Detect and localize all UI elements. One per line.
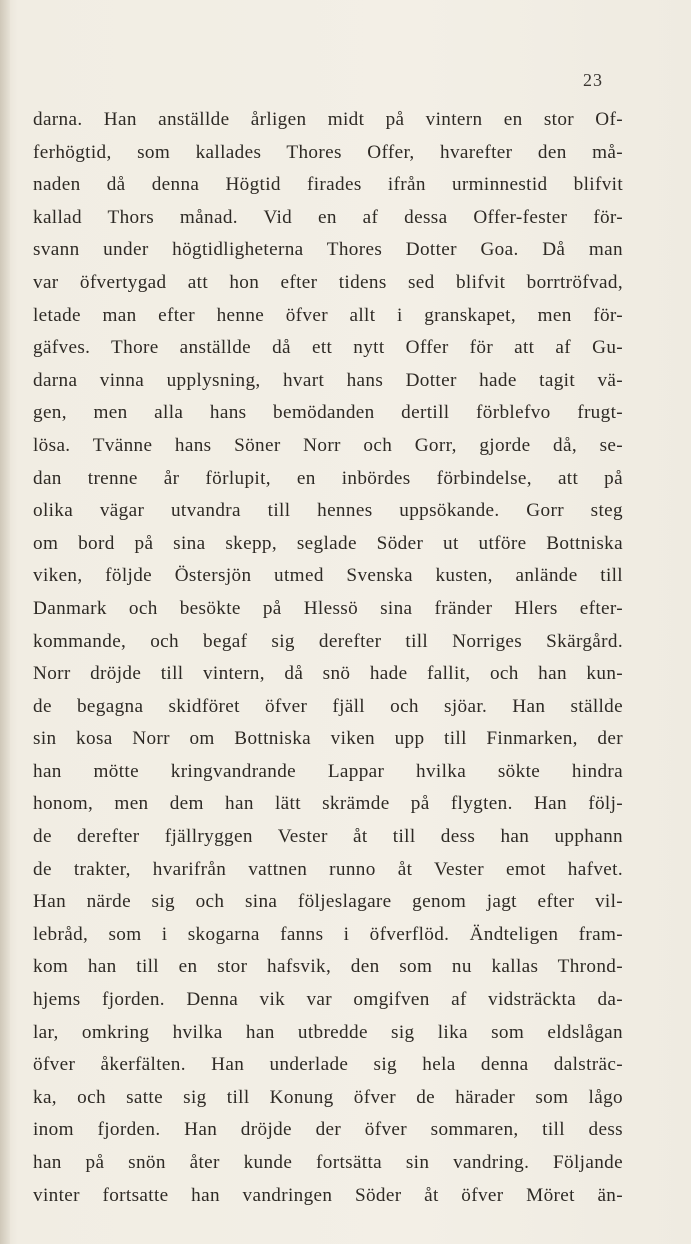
text-line: Han närde sig och sina följeslagare genom jagt efter vil- [33,891,623,913]
text-line: kom han till en stor hafsvik, den som nu kallas Thrond- [33,956,623,978]
page-number: 23 [583,70,603,90]
text-line: naden då denna Högtid firades ifrån urminnestid blifvit [33,174,623,196]
text-line: kallad Thors månad. Vid en af dessa Offer-fester för- [33,206,623,228]
body-text [33,104,623,1212]
text-line: hjems fjorden. Denna vik var omgifven af vidsträckta da- [33,989,623,1011]
text-line: om bord på sina skepp, seglade Söder ut utföre Bottniska [33,532,623,554]
text-line: inom fjorden. Han dröjde der öfver sommaren, till dess [33,1119,623,1141]
text-line: vinter fortsatte han vandringen Söder åt öfver Möret än- [33,1184,623,1206]
text-line: olika vägar utvandra till hennes uppsökande. Gorr steg [33,500,623,522]
text-line: dan trenne år förlupit, en inbördes förbindelse, att på [33,467,623,489]
text-line: gen, men alla hans bemödanden dertill förblefvo frugt- [33,402,623,424]
text-line: svann under högtidligheterna Thores Dotter Goa. Då man [33,239,623,261]
text-line: lar, omkring hvilka han utbredde sig lika som eldslågan [33,1021,623,1043]
text-line: han mötte kringvandrande Lappar hvilka sökte hindra [33,760,623,782]
text-line: de begagna skidföret öfver fjäll och sjöar. Han ställde [33,695,623,717]
text-line: letade man efter henne öfver allt i granskapet, men för- [33,304,623,326]
text-line: ferhögtid, som kallades Thores Offer, hvarefter den må- [33,141,623,163]
text-line: kommande, och begaf sig derefter till Norriges Skärgård. [33,630,623,652]
text-line: gäfves. Thore anställde då ett nytt Offer för att af Gu- [33,337,623,359]
text-line: darna. Han anställde årligen midt på vintern en stor Of- [33,109,623,130]
text-line: lösa. Tvänne hans Söner Norr och Gorr, gjorde då, se- [33,434,623,456]
text-line: de derefter fjällryggen Vester åt till dess han upphann [33,826,623,848]
text-line: ka, och satte sig till Konung öfver de härader som lågo [33,1086,623,1108]
text-line: honom, men dem han lätt skrämde på flygten. Han följ- [33,793,623,815]
text-line: Danmark och besökte på Hlessö sina fränder Hlers efter- [33,597,623,619]
page-spine-shadow [0,0,10,1244]
text-line: öfver åkerfälten. Han underlade sig hela denna dalsträc- [33,1054,623,1076]
text-line: de trakter, hvarifrån vattnen runno åt Vester emot hafvet. [33,858,623,880]
text-line: viken, följde Östersjön utmed Svenska kusten, anlände till [33,565,623,587]
text-line: var öfvertygad att hon efter tidens sed blifvit borrtröfvad, [33,271,623,293]
text-line: han på snön åter kunde fortsätta sin vandring. Följande [33,1152,623,1173]
text-line: darna vinna upplysning, hvart hans Dotter hade tagit vä- [33,369,623,391]
text-line: sin kosa Norr om Bottniska viken upp till Finmarken, der [33,728,623,750]
text-line: Norr dröjde till vintern, då snö hade fallit, och han kun- [33,663,623,685]
text-line: lebråd, som i skogarna fanns i öfverflöd. Ändteligen fram- [33,923,623,945]
